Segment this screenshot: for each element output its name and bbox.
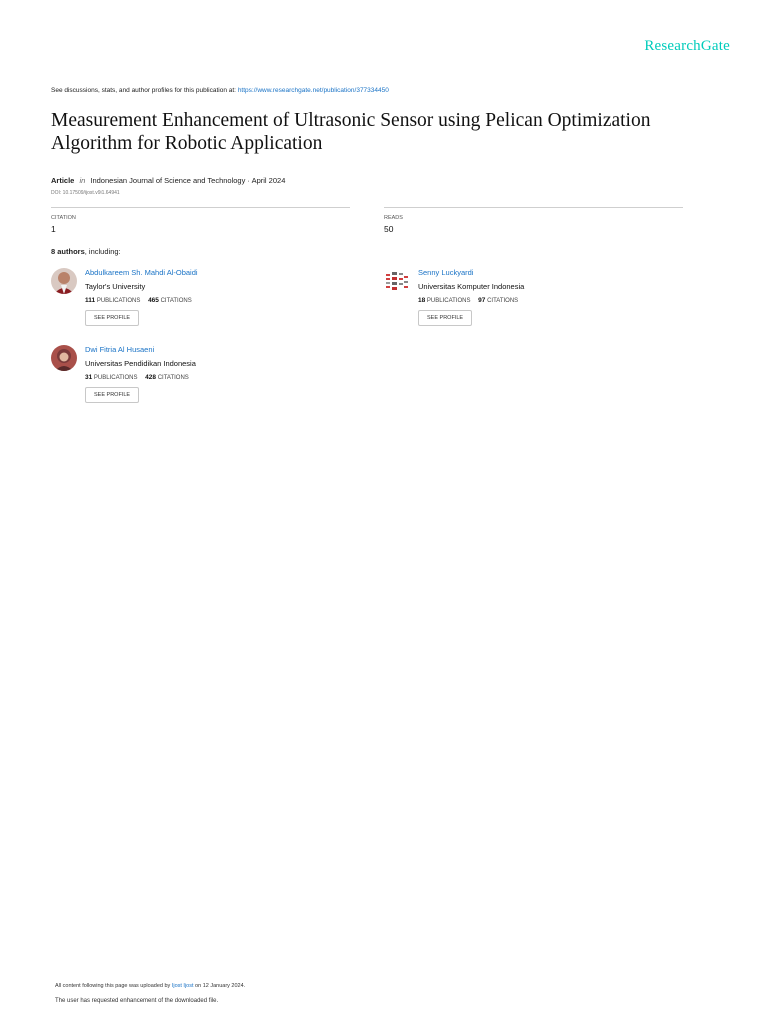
- discussion-line: [51, 87, 389, 94]
- article-in: in: [79, 176, 86, 185]
- reads-stat: [384, 207, 683, 234]
- see-profile-button[interactable]: SEE PROFILE: [85, 310, 139, 326]
- author-stats: [85, 374, 345, 381]
- citations-label: CITATIONS: [160, 298, 192, 304]
- publications-label: PUBLICATIONS: [426, 298, 471, 304]
- reads-value: 50: [384, 224, 394, 234]
- discussion-text: See discussions, stats, and author profiles for this publication at:: [51, 87, 236, 94]
- upload-suffix: on 12 January 2024.: [195, 983, 246, 989]
- author-name[interactable]: Senny Luckyardi: [418, 268, 474, 277]
- author-stats: [418, 297, 678, 304]
- authors-suffix: , including:: [84, 247, 121, 256]
- authors-count: 8 authors: [51, 247, 85, 256]
- upload-prefix: All content following this page was uploaded by: [55, 983, 171, 989]
- citations-label: CITATIONS: [157, 375, 189, 381]
- authors-heading: [51, 247, 121, 256]
- publication-link[interactable]: https://www.researchgate.net/publication/377334450: [237, 87, 389, 94]
- article-venue: Indonesian Journal of Science and Technology · April 2024: [90, 176, 286, 185]
- citations-count: 97: [478, 297, 486, 304]
- author-institution: Universitas Komputer Indonesia: [418, 282, 525, 291]
- citation-value: 1: [51, 224, 56, 234]
- citations-label: CITATIONS: [487, 298, 519, 304]
- publications-label: PUBLICATIONS: [93, 375, 138, 381]
- publications-count: 18: [418, 297, 426, 304]
- researchgate-logo[interactable]: ResearchGate: [644, 38, 730, 54]
- citation-label: CITATION: [51, 215, 76, 221]
- author-info: [85, 268, 345, 326]
- author-stats: [85, 297, 345, 304]
- uploader-link[interactable]: Ijost Ijost: [171, 983, 194, 989]
- author-institution: Universitas Pendidikan Indonesia: [85, 359, 196, 368]
- author-avatar[interactable]: [51, 268, 77, 294]
- request-note: The user has requested enhancement of the downloaded file.: [55, 998, 219, 1004]
- author-avatar[interactable]: [51, 345, 77, 371]
- publications-count: 111: [85, 297, 96, 304]
- publications-label: PUBLICATIONS: [96, 298, 141, 304]
- citations-count: 428: [145, 374, 157, 381]
- citations-count: 465: [148, 297, 159, 304]
- publication-title: Measurement Enhancement of Ultrasonic Sensor using Pelican Optimization Algorithm for Robotic Application: [51, 110, 651, 154]
- reads-label: READS: [384, 215, 403, 221]
- article-meta: [51, 176, 285, 185]
- publications-count: 31: [85, 374, 93, 381]
- author-name[interactable]: Dwi Fitria Al Husaeni: [85, 345, 155, 354]
- upload-note: [55, 983, 245, 989]
- author-info: [85, 345, 345, 403]
- article-type: Article: [51, 176, 75, 185]
- citation-stat: [51, 207, 350, 234]
- author-name[interactable]: Abdulkareem Sh. Mahdi Al-Obaidi: [85, 268, 198, 277]
- article-doi: DOI: 10.17509/ijost.v9i1.64941: [51, 190, 120, 196]
- author-institution: Taylor's University: [85, 282, 146, 291]
- see-profile-button[interactable]: SEE PROFILE: [418, 310, 472, 326]
- author-avatar[interactable]: [384, 268, 410, 294]
- author-info: [418, 268, 678, 326]
- see-profile-button[interactable]: SEE PROFILE: [85, 387, 139, 403]
